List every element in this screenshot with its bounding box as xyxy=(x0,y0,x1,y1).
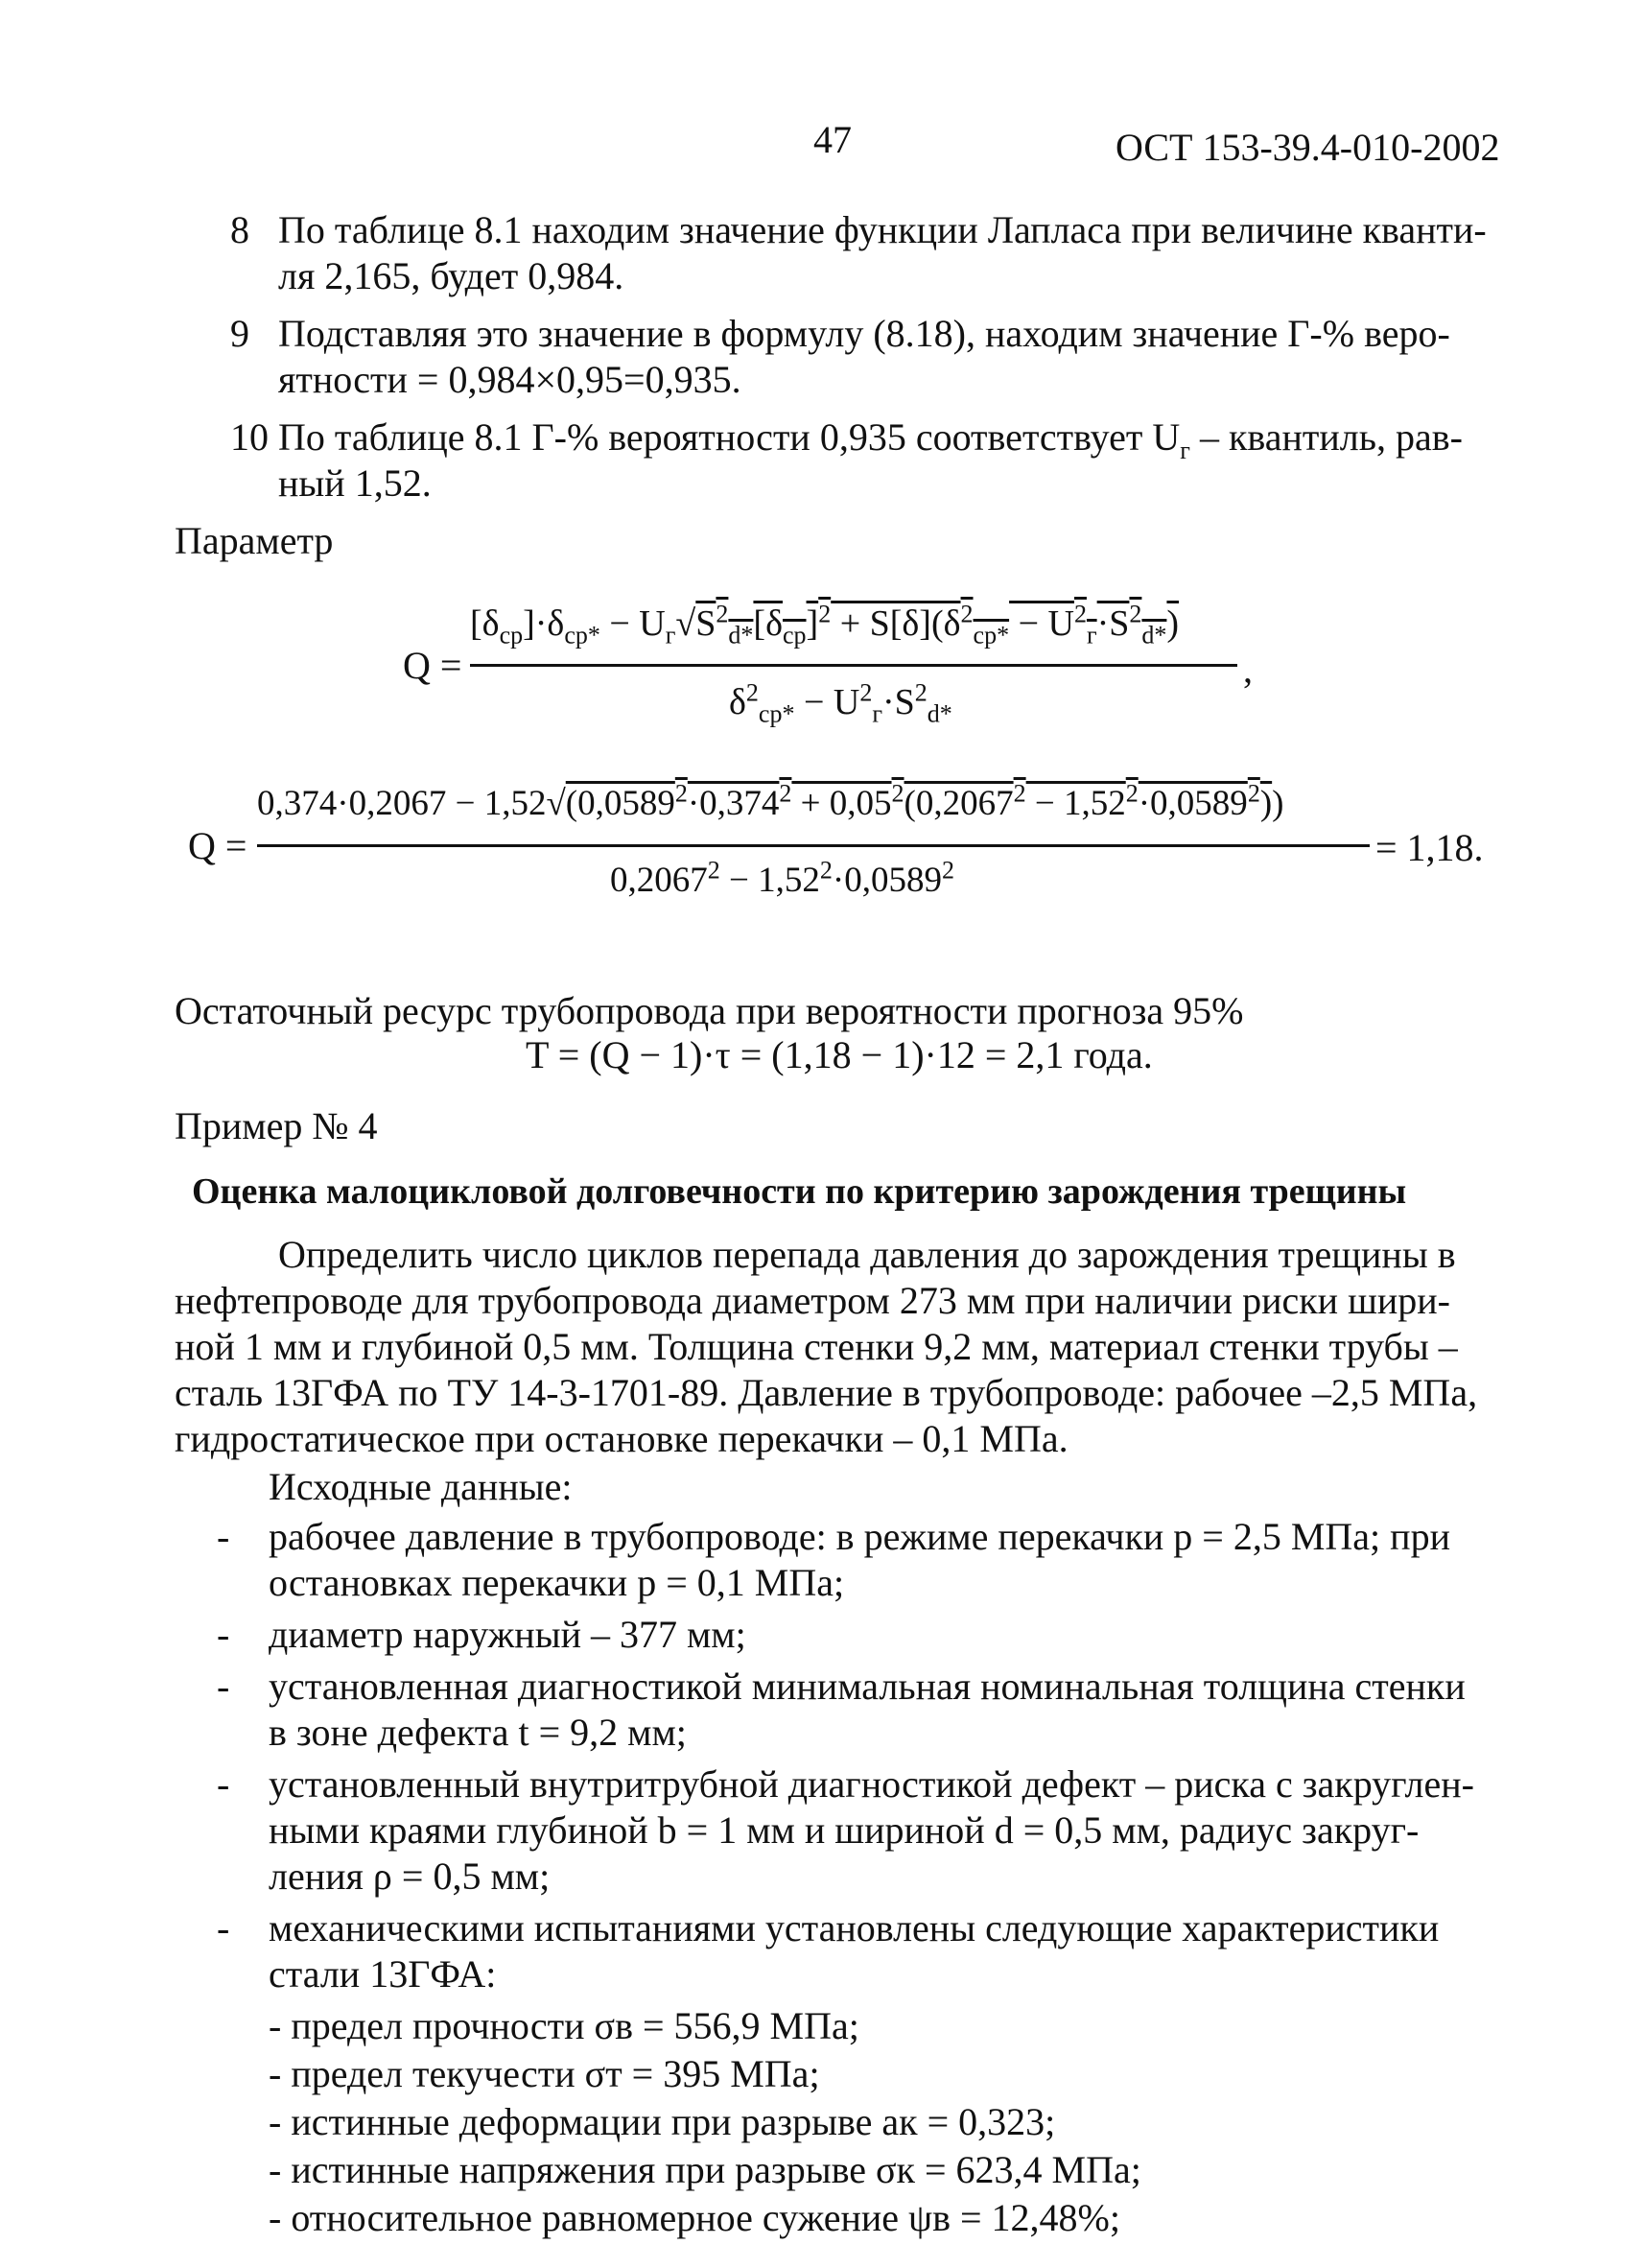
step-text: Подставляя это значение в формулу (8.18), находим значение Г-% веро- xyxy=(278,312,1450,355)
formula-comma: , xyxy=(1243,648,1253,691)
formula-numerator: $[\delta_{cp}]\cdot\delta_{cp*} - U_г√S^2_{d*}[\delta_{cp}]^2 + S[\delta](\delta^2_{cp*} - U^2_г\cdot S^2_{d*})$ xyxy=(470,600,1180,650)
intro-line: Определить число циклов перепада давления до зарождения трещины в xyxy=(278,1233,1456,1276)
example-label: Пример № 4 xyxy=(175,1104,378,1147)
parameter-label: Параметр xyxy=(175,519,334,562)
bullet-text: стали 13ГФА: xyxy=(269,1952,497,1996)
bullet-text: установленный внутритрубной диагностикой дефект – риска с закруглен- xyxy=(269,1762,1474,1806)
bullet-dash: - xyxy=(217,1762,230,1806)
bullet-dash: - xyxy=(217,1613,230,1656)
residual-text: Остаточный ресурс трубопровода при вероятности прогноза 95% xyxy=(175,989,1244,1032)
step-text: ятности = 0,984×0,95=0,935. xyxy=(278,358,741,401)
step-number: 8 xyxy=(230,208,249,251)
step-number: 9 xyxy=(230,312,249,355)
property-line: - предел текучести σт = 395 МПа; xyxy=(269,2052,820,2095)
document-code: ОСТ 153-39.4-010-2002 xyxy=(1116,126,1500,169)
step-text: По таблице 8.1 Г-% вероятности 0,935 соответствует $U_г$ – квантиль, рав- xyxy=(278,415,1463,464)
initial-data-label: Исходные данные: xyxy=(269,1465,573,1508)
bullet-text: механическими испытаниями установлены следующие характеристики xyxy=(269,1906,1440,1949)
intro-line: ной 1 мм и глубиной 0,5 мм. Толщина стенки 9,2 мм, материал стенки трубы – xyxy=(175,1325,1458,1368)
formula-result: = 1,18. xyxy=(1375,826,1484,869)
bullet-text: диаметр наружный – 377 мм; xyxy=(269,1613,746,1656)
residual-formula: T = (Q − 1)·τ = (1,18 − 1)·12 = 2,1 года. xyxy=(526,1033,1153,1076)
bullet-dash: - xyxy=(217,1515,230,1558)
formula-denominator: $0,2067^2 - 1,52^2\cdot 0,0589^2$ xyxy=(610,856,954,900)
bullet-dash: - xyxy=(217,1665,230,1708)
intro-line: нефтепроводе для трубопровода диаметром 273 мм при наличии риски шири- xyxy=(175,1279,1450,1322)
formula-symbolic xyxy=(403,587,1266,750)
bullet-text: в зоне дефекта t = 9,2 мм; xyxy=(269,1711,687,1754)
formula-numeric xyxy=(188,775,1483,910)
property-line: - истинные деформации при разрыве aк = 0,323; xyxy=(269,2100,1056,2143)
formula-numerator: $0,374\cdot 0,2067 - 1,52√(0,0589^2\cdot 0,374^2 + 0,05^2(0,2067^2 - 1,52^2\cdot 0,0589^2))$ xyxy=(257,779,1284,823)
intro-line: гидростатическое при остановке перекачки – 0,1 МПа. xyxy=(175,1417,1069,1460)
bullet-text: ления ρ = 0,5 мм; xyxy=(269,1855,551,1898)
fraction-bar xyxy=(470,664,1237,667)
page-number: 47 xyxy=(813,118,852,161)
property-line: - предел прочности σв = 556,9 МПа; xyxy=(269,2004,859,2047)
formula-lhs: Q = xyxy=(188,824,247,867)
fraction-bar xyxy=(257,844,1370,847)
section-title: Оценка малоцикловой долговечности по критерию зарождения трещины xyxy=(192,1171,1407,1212)
bullet-text: рабочее давление в трубопроводе: в режиме перекачки p = 2,5 МПа; при xyxy=(269,1515,1450,1558)
intro-line: сталь 13ГФА по ТУ 14-3-1701-89. Давление в трубопроводе: рабочее –2,5 МПа, xyxy=(175,1371,1478,1414)
bullet-text: ными краями глубиной b = 1 мм и шириной d = 0,5 мм, радиус закруг- xyxy=(269,1808,1420,1852)
step-number: 10 xyxy=(230,415,269,459)
formula-lhs: Q = xyxy=(403,644,462,687)
step-text: ля 2,165, будет 0,984. xyxy=(278,254,624,297)
step-text: По таблице 8.1 находим значение функции Лапласа при величине кванти- xyxy=(278,208,1487,251)
bullet-dash: - xyxy=(217,1906,230,1949)
formula-denominator: $\delta^2_{cp*} - U^2_г\cdot S^2_{d*}$ xyxy=(729,678,952,728)
step-text: ный 1,52. xyxy=(278,461,432,505)
bullet-text: установленная диагностикой минимальная номинальная толщина стенки xyxy=(269,1665,1466,1708)
property-line: - истинные напряжения при разрыве σк = 623,4 МПа; xyxy=(269,2148,1141,2191)
bullet-text: остановках перекачки p = 0,1 МПа; xyxy=(269,1561,845,1604)
property-line: - относительное равномерное сужение ψв = 12,48%; xyxy=(269,2196,1120,2239)
